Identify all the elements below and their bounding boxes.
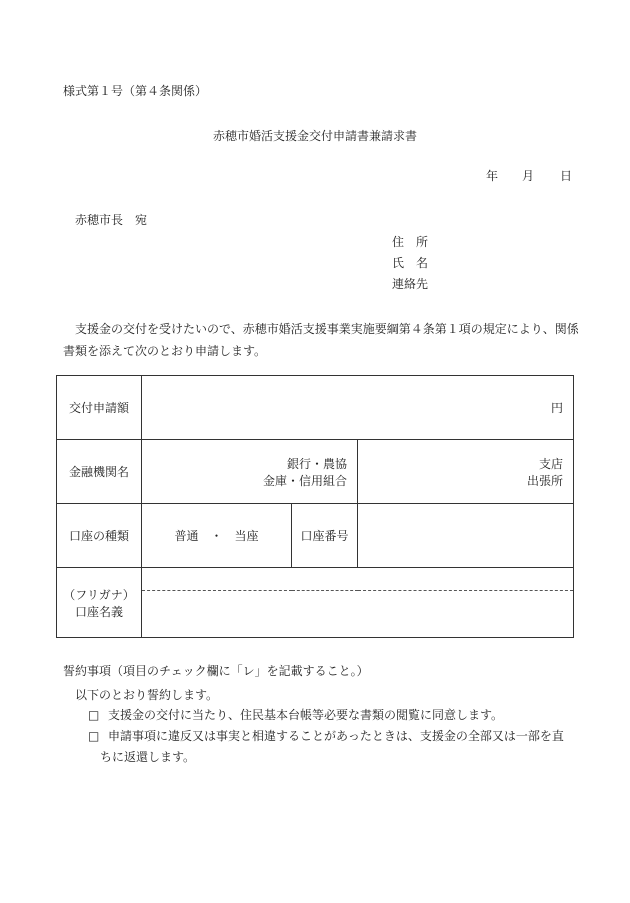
pledge-checkbox-2[interactable]: □ (88, 729, 100, 743)
name-label: 氏 名 (392, 256, 429, 270)
date-year-label: 年 (486, 169, 499, 183)
pledge-item-1 (88, 705, 568, 726)
application-statement: 支援金の交付を受けたいので、赤穂市婚活支援事業実施要綱第４条第１項の規定により、関係書類を添えて次のとおり申請します。 (63, 322, 579, 358)
bank-name-field[interactable] (142, 440, 358, 504)
account-holder-field[interactable] (142, 591, 574, 638)
amount-label: 交付申請額 (57, 376, 142, 440)
furigana-label: （フリガナ） (63, 587, 135, 602)
table-row (57, 376, 574, 440)
account-number-field[interactable] (358, 504, 574, 568)
pledge-item-2-continuation: ちに返還します。 (100, 750, 196, 764)
account-type-label: 口座の種類 (57, 504, 142, 568)
account-number-label: 口座番号 (292, 504, 358, 568)
pledge-intro: 以下のとおり誓約します。 (75, 688, 219, 702)
date-month-label: 月 (522, 169, 535, 183)
contact-label: 連絡先 (392, 277, 429, 291)
holder-label: 口座名義 (74, 604, 123, 619)
pledge-item-1-text: 支援金の交付に当たり、住民基本台帳等必要な書類の閲覧に同意します。 (108, 708, 504, 722)
pledge-checkbox-1[interactable]: □ (88, 708, 100, 722)
address-label: 住 所 (392, 235, 429, 249)
bank-types-line2: 金庫・信用組合 (262, 473, 347, 488)
applicant-block (392, 232, 428, 295)
furigana-field[interactable] (142, 568, 574, 591)
application-table (56, 375, 574, 638)
bank-label: 金融機関名 (57, 440, 142, 504)
date-line (486, 167, 572, 184)
sub-branch-label: 出張所 (526, 473, 563, 488)
amount-field[interactable] (142, 376, 574, 440)
pledge-item-2-text: 申請事項に違反又は事実と相違することがあったときは、支援金の全部又は一部を直 (108, 729, 564, 743)
table-row (57, 568, 574, 591)
pledge-item-2 (88, 726, 568, 768)
form-number: 様式第１号（第４条関係） (63, 84, 208, 98)
branch-field[interactable] (358, 440, 574, 504)
addressee: 赤穂市長 宛 (75, 213, 148, 227)
date-day-label: 日 (560, 169, 573, 183)
yen-unit: 円 (550, 401, 563, 415)
account-holder-label (57, 568, 142, 638)
table-row (57, 440, 574, 504)
branch-label: 支店 (538, 456, 563, 471)
bank-types-line1: 銀行・農協 (286, 456, 347, 471)
pledge-heading: 誓約事項（項目のチェック欄に「レ」を記載すること。） (63, 664, 369, 678)
table-row (57, 504, 574, 568)
account-type-options[interactable]: 普通 ・ 当座 (142, 504, 292, 568)
document-title: 赤穂市婚活支援金交付申請書兼請求書 (212, 129, 417, 143)
